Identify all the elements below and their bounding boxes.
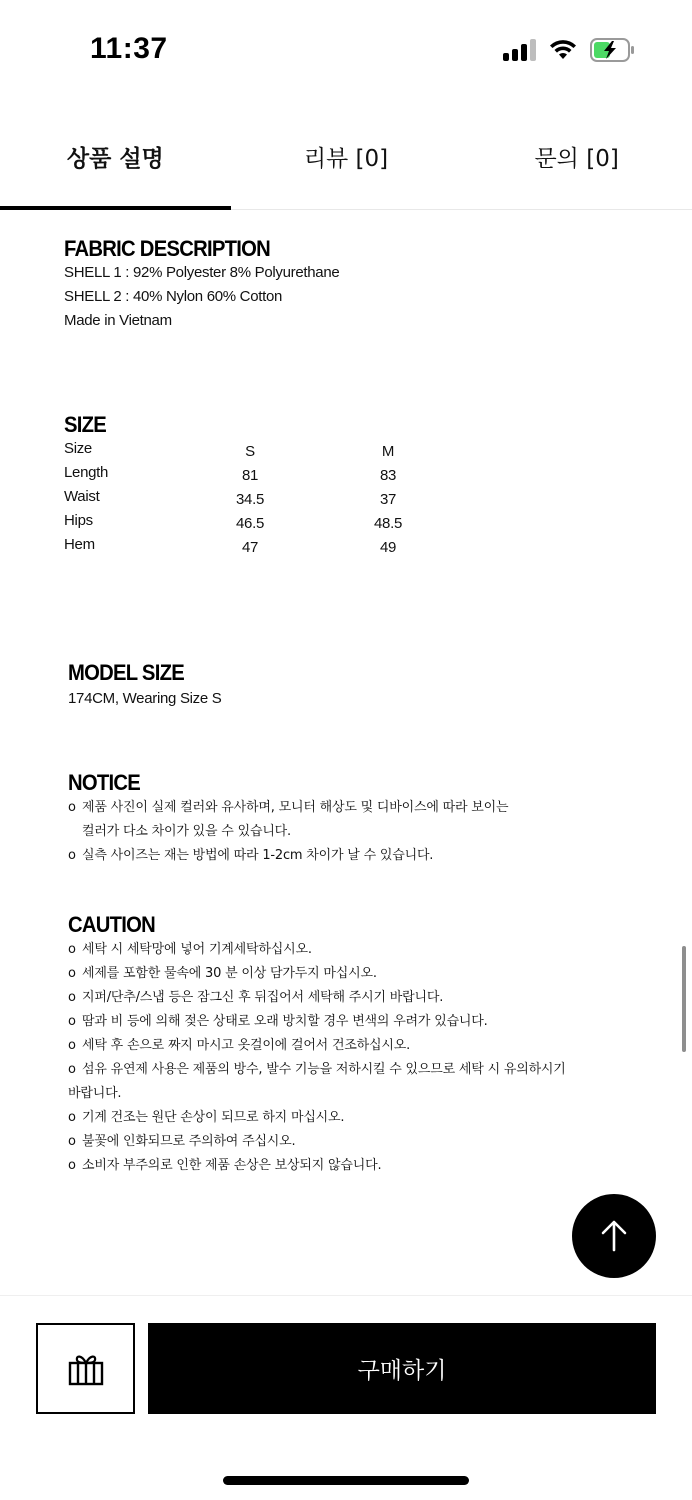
buy-button[interactable] [148,1323,656,1414]
notice-line [68,820,508,844]
size-m-value: M [381,443,395,460]
bullet-icon: o [68,942,76,957]
size-m-value: 83 [379,467,397,484]
caution-section [68,912,566,1178]
tab-label: 상품 설명 [66,146,164,172]
size-m-value: 49 [379,539,397,556]
bullet-icon: o [68,1110,76,1125]
size-s-value: S [245,443,255,460]
bullet-icon: o [68,1158,76,1173]
size-s-value: 34.5 [236,491,264,508]
cellular-signal-icon [503,39,536,61]
model-size-title: MODEL SIZE [68,660,184,685]
arrow-up-icon [599,1219,629,1253]
fabric-section [64,236,339,333]
caution-line [68,1010,566,1034]
bullet-icon: o [68,1038,76,1053]
notice-text: 제품 사진이 실제 컬러와 유사하며, 모니터 해상도 및 디바이스에 따라 보이는 [82,800,509,815]
bullet-icon: o [68,800,76,815]
model-size-section [68,660,222,711]
caution-text: 불꽃에 인화되므로 주의하여 주십시오. [82,1134,296,1149]
size-section [64,412,402,560]
bottom-action-bar [0,1295,692,1500]
scroll-to-top-button[interactable] [572,1194,656,1278]
caution-line [68,1154,566,1178]
gift-icon [68,1352,104,1386]
size-row-label: Waist [64,488,100,505]
size-table [64,440,402,560]
bullet-icon: o [68,1062,76,1077]
size-s-value: 81 [241,467,259,484]
caution-text: 세제를 포함한 물속에 30 분 이상 담가두지 마십시오. [82,966,377,981]
notice-text: 실측 사이즈는 재는 방법에 따라 1-2cm 차이가 날 수 있습니다. [82,848,434,863]
size-s-value: 46.5 [236,515,264,532]
size-row-label: Hips [64,512,93,529]
tab-product-description[interactable] [0,120,231,209]
caution-text: 소비자 부주의로 인한 제품 손상은 보상되지 않습니다. [82,1158,382,1173]
size-row [64,512,402,536]
size-row-label: Size [64,440,92,457]
status-time: 11:37 [90,32,168,65]
caution-line [68,1082,566,1106]
status-bar [0,0,692,100]
bullet-icon: o [68,990,76,1005]
size-s-value: 47 [241,539,259,556]
notice-title: NOTICE [68,770,141,795]
fabric-line: SHELL 1 : 92% Polyester 8% Polyurethane [64,264,340,281]
bullet-icon: o [68,1134,76,1149]
model-size-text: 174CM, Wearing Size S [68,690,222,707]
product-tabs [0,120,692,210]
size-m-value: 37 [379,491,397,508]
caution-line [68,986,566,1010]
size-row-label: Hem [64,536,95,553]
caution-text: 지퍼/단추/스냅 등은 잠그신 후 뒤집어서 세탁해 주시기 바랍니다. [82,990,444,1005]
caution-line [68,1034,566,1058]
caution-text: 세탁 시 세탁망에 넣어 기계세탁하십시오. [82,942,312,957]
size-row-label: Length [64,464,109,481]
size-title: SIZE [64,412,107,437]
fabric-line: Made in Vietnam [64,312,172,329]
fabric-line: SHELL 2 : 40% Nylon 60% Cotton [64,288,283,305]
caution-line [68,1106,566,1130]
bullet-icon: o [68,848,76,863]
notice-line [68,796,508,820]
size-row [64,440,395,464]
caution-text: 섬유 유연제 사용은 제품의 방수, 발수 기능을 저하시킬 수 있으므로 세탁 시 유의하시기 [82,1062,566,1077]
size-m-value: 48.5 [374,515,402,532]
caution-line [68,1130,566,1154]
status-icons [503,38,636,62]
caution-text: 세탁 후 손으로 짜지 마시고 옷걸이에 걸어서 건조하십시오. [82,1038,411,1053]
gift-button[interactable] [36,1323,135,1414]
wifi-icon [548,39,578,61]
home-indicator[interactable] [223,1476,469,1485]
caution-line [68,938,566,962]
bullet-icon: o [68,966,76,981]
notice-text: 컬러가 다소 차이가 있을 수 있습니다. [82,824,291,839]
fabric-title: FABRIC DESCRIPTION [64,236,271,261]
tab-label: 문의 [0] [534,146,619,172]
notice-section [68,770,508,868]
size-row [64,464,397,488]
scrollbar[interactable] [682,946,686,1052]
notice-line [68,844,508,868]
tab-label: 리뷰 [0] [303,146,389,172]
size-row [64,536,397,560]
buy-button-label: 구매하기 [357,1358,447,1384]
caution-line [68,1058,566,1082]
caution-text: 땀과 비 등에 의해 젖은 상태로 오래 방치할 경우 변색의 우려가 있습니다. [82,1014,488,1029]
size-row [64,488,397,512]
battery-charging-icon [590,38,636,62]
caution-line [68,962,566,986]
bullet-icon: o [68,1014,76,1029]
tab-inquiries[interactable] [461,120,692,209]
caution-title: CAUTION [68,912,156,937]
caution-text: 바랍니다. [68,1086,122,1101]
tab-reviews[interactable] [231,120,462,209]
caution-text: 기계 건조는 원단 손상이 되므로 하지 마십시오. [82,1110,345,1125]
